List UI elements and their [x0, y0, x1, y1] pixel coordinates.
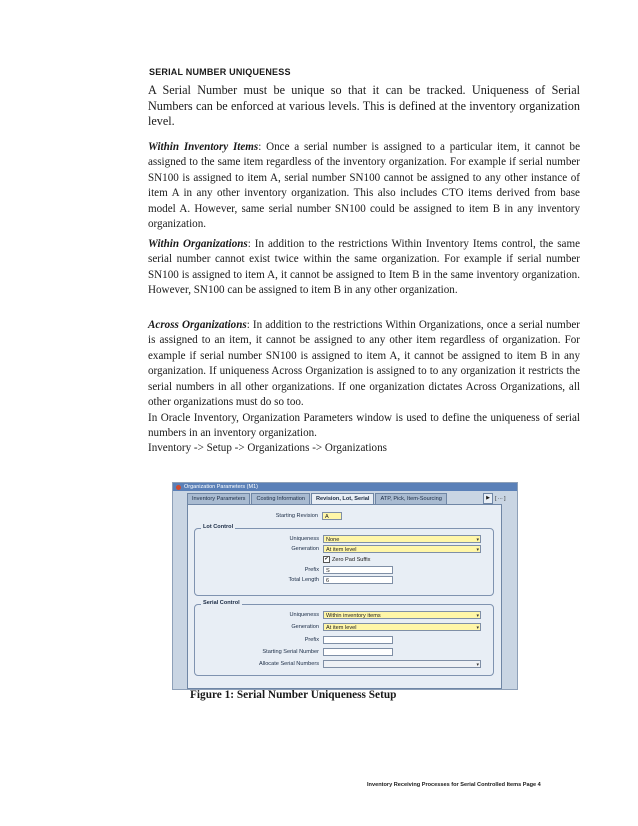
lot-prefix-field[interactable]: S — [323, 566, 393, 574]
lot-prefix-label: Prefix — [304, 567, 319, 573]
revision-lot-serial-panel — [187, 504, 502, 689]
starting-serial-field[interactable] — [323, 648, 393, 656]
serial-uniqueness-value: Within inventory items — [326, 613, 381, 619]
starting-serial-label: Starting Serial Number — [262, 649, 319, 655]
zero-pad-suffix-checkbox[interactable] — [323, 556, 370, 563]
intro-paragraph: A Serial Number must be unique so that it can be tracked. Uniqueness of Serial Numbers can be enforced at various levels. This is defined at the inventory organization level. — [148, 83, 580, 129]
navigation-path: Inventory -> Setup -> Organizations -> Organizations — [148, 442, 387, 454]
tab-navigation — [483, 493, 506, 504]
checkmark-icon: ✔ — [324, 556, 329, 562]
serial-generation-label: Generation — [291, 624, 319, 630]
oracle-paragraph: In Oracle Inventory, Organization Parameters window is used to define the uniqueness of serial numbers in an inventory organization. — [148, 412, 580, 440]
chevron-down-icon: ▾ — [476, 625, 479, 631]
tab-strip — [187, 493, 448, 504]
chevron-down-icon: ▾ — [476, 662, 479, 668]
starting-revision-field[interactable]: A — [322, 512, 342, 520]
serial-generation-select[interactable] — [323, 623, 481, 631]
lot-control-group — [194, 524, 494, 596]
starting-revision-label: Starting Revision — [275, 513, 318, 519]
tab-atp-pick-item-sourcing[interactable]: ATP, Pick, Item-Sourcing — [375, 493, 446, 504]
window-title: Organization Parameters (M1) — [184, 484, 258, 490]
lot-generation-select[interactable] — [323, 545, 481, 553]
chevron-down-icon: ▾ — [476, 537, 479, 543]
zero-pad-suffix-label: Zero Pad Suffix — [332, 556, 371, 563]
serial-generation-value: At item level — [326, 625, 357, 631]
lot-uniqueness-value: None — [326, 537, 340, 543]
tab-costing-information[interactable]: Costing Information — [251, 493, 310, 504]
tab-list-control[interactable]: [ ··· ] — [495, 495, 506, 502]
across-orgs-paragraph — [148, 318, 580, 410]
serial-uniqueness-label: Uniqueness — [289, 612, 319, 618]
serial-control-group — [194, 600, 494, 676]
within-orgs-lead: Within Organizations — [148, 238, 248, 250]
page-footer: Inventory Receiving Processes for Serial Controlled Items Page 4 — [367, 782, 541, 788]
lot-control-title: Lot Control — [203, 524, 234, 530]
across-orgs-lead: Across Organizations — [148, 319, 247, 331]
tab-inventory-parameters[interactable]: Inventory Parameters — [187, 493, 250, 504]
within-items-paragraph — [148, 140, 580, 232]
lot-total-length-label: Total Length — [288, 577, 319, 583]
figure-caption: Figure 1: Serial Number Uniqueness Setup — [190, 689, 397, 701]
across-orgs-text: : In addition to the restrictions Within Organizations, once a serial number is assigned to an item, it cannot be assigned to any other item regardless of organization. For example if serial number SN100 is assigned to item A, it cannot be assigned to item B in any organization. If uniqueness Across Organization is assigned to to any organization it restricts the serial numbers in all other organizations. If one organization dictates Across Organizations, all other organizations must do so too. — [148, 319, 580, 409]
allocate-serial-label: Allocate Serial Numbers — [258, 661, 319, 667]
serial-prefix-label: Prefix — [304, 637, 319, 643]
tab-revision-lot-serial[interactable]: Revision, Lot, Serial — [311, 493, 374, 504]
org-parameters-screenshot — [172, 482, 518, 690]
within-items-lead: Within Inventory Items — [148, 141, 259, 153]
serial-control-title: Serial Control — [203, 600, 240, 606]
serial-prefix-field[interactable] — [323, 636, 393, 644]
section-heading: SERIAL NUMBER UNIQUENESS — [149, 67, 291, 77]
serial-uniqueness-select[interactable] — [323, 611, 481, 619]
chevron-down-icon: ▾ — [476, 547, 479, 553]
window-titlebar — [173, 483, 517, 491]
within-orgs-text: : In addition to the restrictions Within Inventory Items control, the same serial number cannot exist twice within the same organization. For example if serial number SN100 is assigned to item A, it cannot be assigned to Item B in the same inventory organization. However, SN100 can be assigned to item B in any other organization. — [148, 238, 580, 297]
allocate-serial-select[interactable] — [323, 660, 481, 668]
lot-uniqueness-select[interactable] — [323, 535, 481, 543]
lot-total-length-field[interactable]: 6 — [323, 576, 393, 584]
within-orgs-paragraph — [148, 237, 580, 299]
within-items-text: : Once a serial number is assigned to a particular item, it cannot be assigned to the same item regardless of the inventory organization. For example if serial number SN100 is assigned to item A, serial number SN100 cannot be assigned to any other instance of item A in any other inventory organization. This also includes CTO items derived from base model A. However, same serial number SN100 could be assigned to item B in any inventory organization. — [148, 141, 580, 231]
next-tab-icon[interactable]: ▶ — [483, 493, 493, 504]
lot-uniqueness-label: Uniqueness — [289, 536, 319, 542]
window-icon — [176, 485, 181, 490]
lot-generation-value: At item level — [326, 547, 357, 553]
lot-generation-label: Generation — [291, 546, 319, 552]
chevron-down-icon: ▾ — [476, 613, 479, 619]
